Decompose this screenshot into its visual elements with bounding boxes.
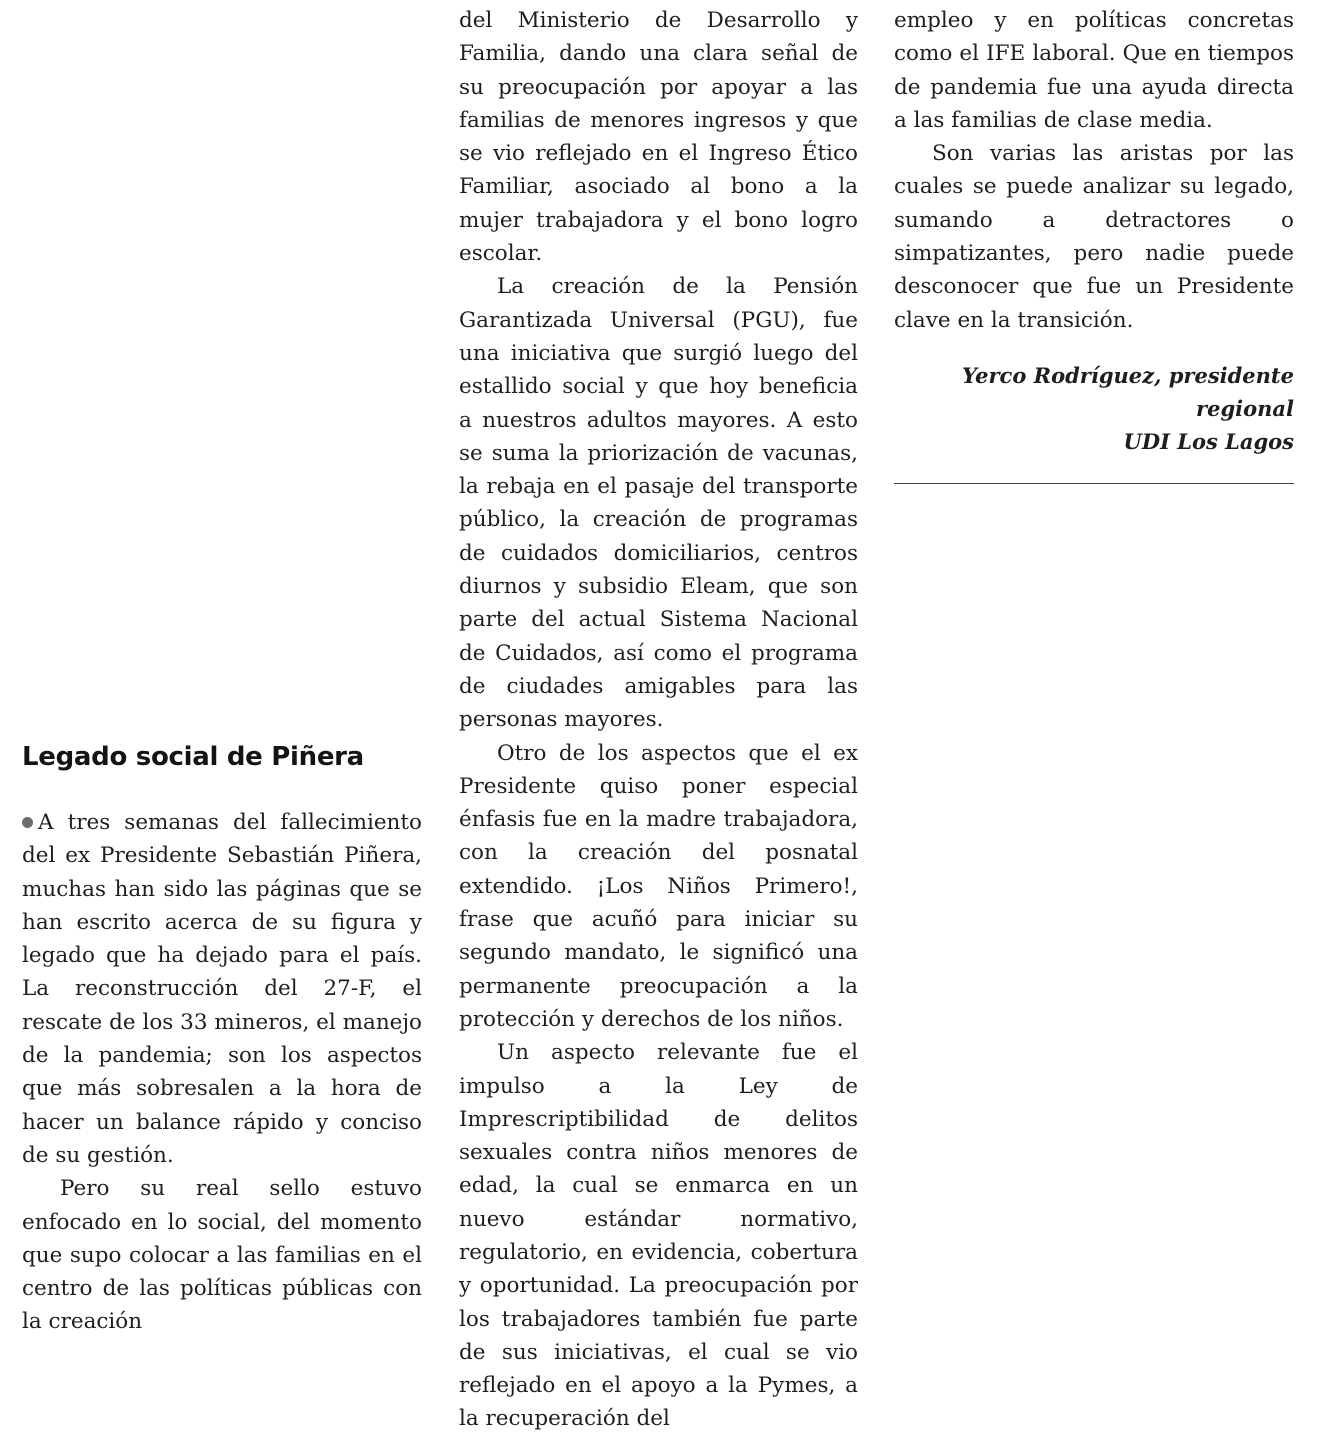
paragraph: Un aspecto relevante fue el impulso a la Ley de Imprescriptibilidad de delitos sexuales contra niños menores de edad, la cual se enmarca en un nuevo estándar normativo, regulatorio, en evidencia, cobertura y oportunidad. La preocupación por los trabajadores también fue parte de sus iniciativas, el cual se vio reflejado en el apoyo a la Pymes, a la recuperación del	[459, 1040, 858, 1432]
paragraph	[22, 806, 422, 1172]
article-title: Legado social de Piñera	[22, 742, 364, 772]
paragraph: La creación de la Pensión Garantizada Universal (PGU), fue una iniciativa que surgió luego del estallido social y que hoy beneficia a nuestros adultos mayores. A esto se suma la priorización de vacunas, la rebaja en el pasaje del transporte público, la creación de programas de cuidados domiciliarios, centros diurnos y subsidio Eleam, que son parte del actual Sistema Nacional de Cuidados, así como el programa de ciudades amigables para las personas mayores.	[459, 274, 858, 733]
paragraph: del Ministerio de Desarrollo y Familia, dando una clara señal de su preocupación por apoyar a las familias de menores ingresos y que se vio reflejado en el Ingreso Ético Familiar, asociado al bono a la mujer trabajadora y el bono logro escolar.	[459, 8, 858, 267]
paragraph: empleo y en políticas concretas como el IFE laboral. Que en tiempos de pandemia fue una ayuda directa a las familias de clase media.	[894, 8, 1294, 133]
signature-name: Yerco Rodríguez, presidente regional	[961, 362, 1294, 421]
divider	[894, 483, 1294, 484]
signature-affiliation: UDI Los Lagos	[1123, 428, 1294, 454]
article-column-2	[459, 4, 858, 1436]
paragraph-text: A tres semanas del fallecimiento del ex Presidente Sebastián Piñera, muchas han sido las páginas que se han escrito acerca de su figura y legado que ha dejado para el país. La reconstrucción del 27-F, el rescate de los 33 mineros, el manejo de la pandemia; son los aspectos que más sobresalen a la hora de hacer un balance rápido y conciso de su gestión.	[22, 810, 422, 1168]
paragraph: Otro de los aspectos que el ex Presidente quiso poner especial énfasis fue en la madre trabajadora, con la creación del posnatal extendido. ¡Los Niños Primero!, frase que acuñó para iniciar su segundo mandato, le significó una permanente preocupación a la protección y derechos de los niños.	[459, 740, 858, 1032]
author-signature	[894, 359, 1294, 458]
paragraph: Son varias las aristas por las cuales se puede analizar su legado, sumando a detractores o simpatizantes, pero nadie puede desconocer que fue un Presidente clave en la transición.	[894, 141, 1294, 333]
paragraph: Pero su real sello estuvo enfocado en lo social, del momento que supo colocar a las familias en el centro de las políticas públicas con la creación	[22, 1176, 422, 1335]
article-column-1	[22, 806, 422, 1339]
bullet-icon	[22, 817, 33, 828]
article-column-3	[894, 4, 1294, 484]
